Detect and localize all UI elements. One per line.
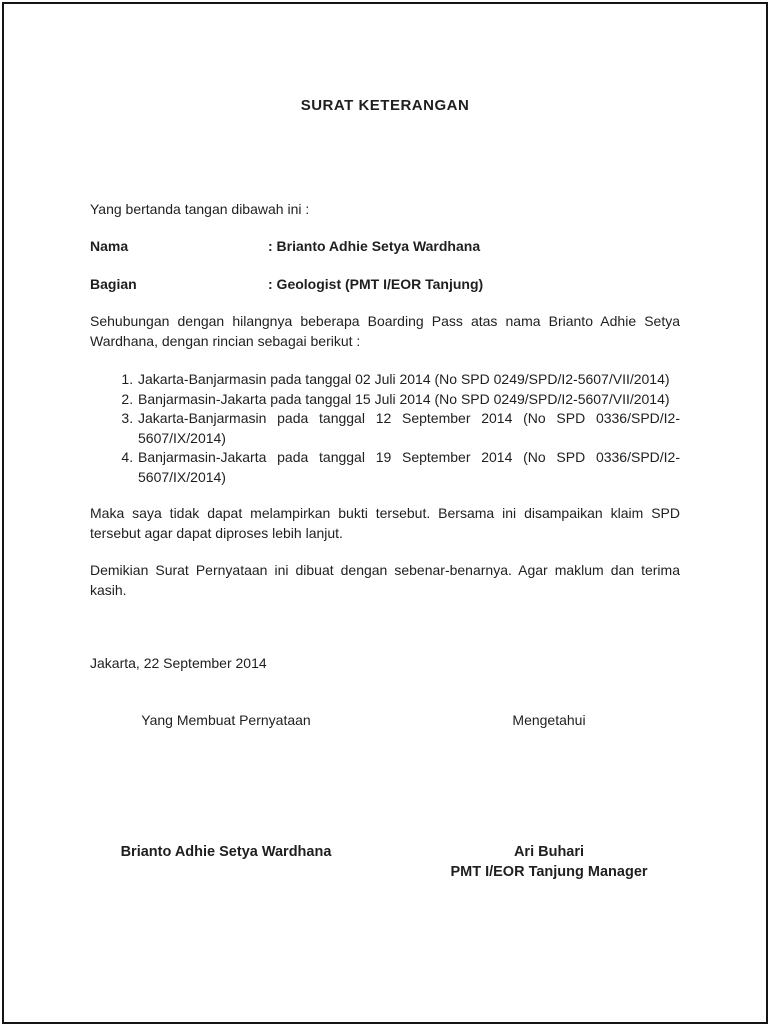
letter-content bbox=[4, 96, 766, 882]
identity-value-nama: : Brianto Adhie Setya Wardhana bbox=[268, 238, 481, 254]
signature-left-name: Brianto Adhie Setya Wardhana bbox=[120, 844, 332, 860]
letter-title: SURAT KETERANGAN bbox=[300, 97, 470, 114]
identity-row-nama bbox=[90, 237, 680, 257]
signature-right-space bbox=[418, 730, 680, 843]
closing-paragraph: Demikian Surat Pernyataan ini dibuat dengan sebenar-benarnya. Agar maklum dan terima kasih. bbox=[90, 562, 680, 598]
boarding-pass-item-3: 3. Jakarta-Banjarmasin pada tanggal 12 September 2014 (No SPD 0336/SPD/I2-5607/IX/2014) bbox=[137, 409, 680, 448]
identity-label-bagian: Bagian bbox=[90, 275, 137, 292]
signature-left-role: Yang Membuat Pernyataan bbox=[141, 711, 311, 728]
identity-row-bagian bbox=[90, 275, 680, 295]
identity-value-bagian: : Geologist (PMT I/EOR Tanjung) bbox=[268, 275, 484, 292]
dateline: Jakarta, 22 September 2014 bbox=[90, 655, 267, 671]
signature-right-name: Ari Buhari bbox=[513, 844, 585, 860]
signature-right-role: Mengetahui bbox=[512, 711, 586, 728]
signature-left-column bbox=[90, 711, 362, 883]
letter-page bbox=[2, 2, 768, 1024]
signature-right-title: PMT I/EOR Tanjung Manager bbox=[450, 863, 648, 880]
identity-label-nama: Nama bbox=[90, 238, 129, 254]
boarding-pass-item-1: 1. Jakarta-Banjarmasin pada tanggal 02 Juli 2014 (No SPD 0249/SPD/I2-5607/VII/2014) bbox=[137, 370, 680, 390]
claim-paragraph: Maka saya tidak dapat melampirkan bukti tersebut. Bersama ini disampaikan klaim SPD tersebut agar dapat diproses lebih lanjut. bbox=[90, 505, 680, 541]
opening-line: Yang bertanda tangan dibawah ini : bbox=[90, 200, 310, 217]
boarding-pass-list bbox=[90, 370, 680, 487]
signature-section bbox=[90, 711, 680, 883]
signature-left-space bbox=[90, 730, 362, 843]
intro-paragraph: Sehubungan dengan hilangnya beberapa Boarding Pass atas nama Brianto Adhie Setya Wardhana, dengan rincian sebagai berikut : bbox=[90, 313, 680, 349]
signature-right-column bbox=[418, 711, 680, 883]
boarding-pass-item-4: 4. Banjarmasin-Jakarta pada tanggal 19 September 2014 (No SPD 0336/SPD/I2-5607/IX/2014) bbox=[137, 448, 680, 487]
boarding-pass-item-2: 2. Banjarmasin-Jakarta pada tanggal 15 Juli 2014 (No SPD 0249/SPD/I2-5607/VII/2014) bbox=[137, 390, 680, 410]
